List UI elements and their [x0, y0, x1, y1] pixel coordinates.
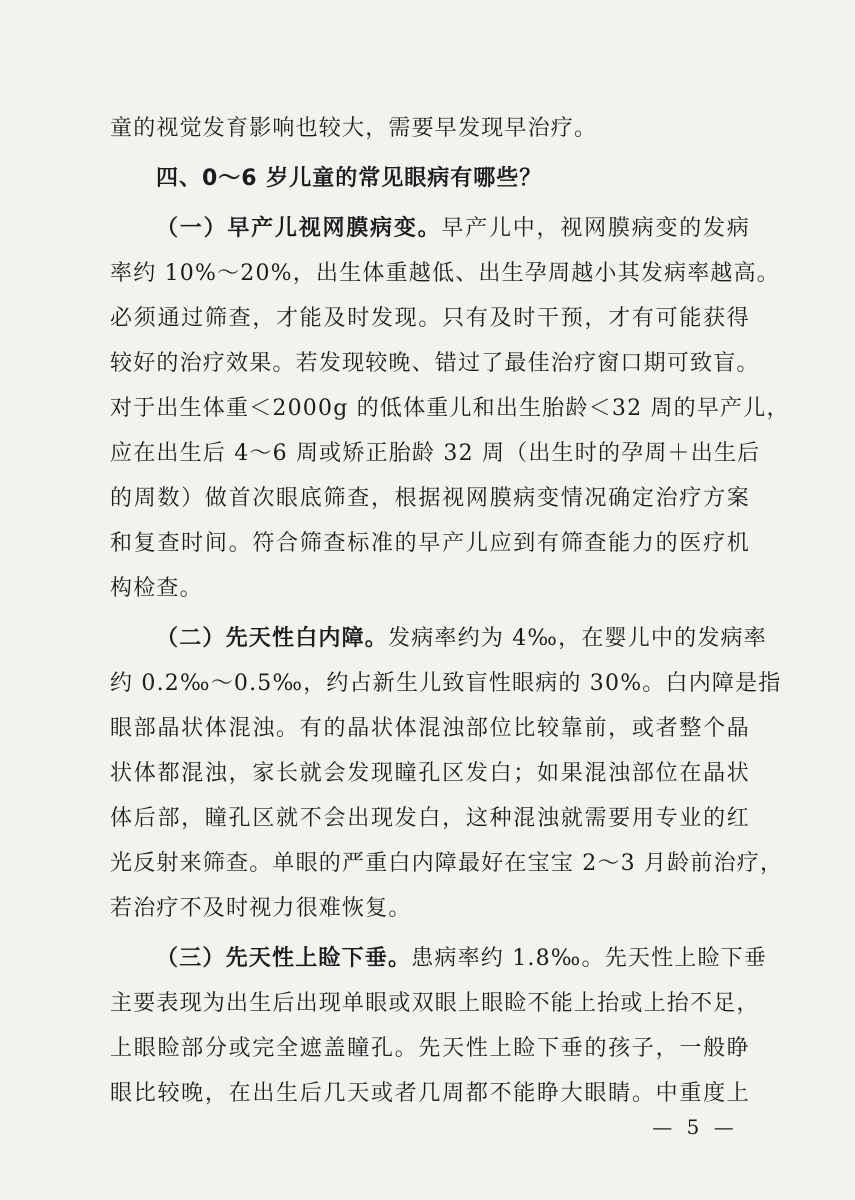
text-line-16: 体后部，瞳孔区就不会出现发白，这种混浊就需要用专业的红 — [110, 806, 750, 831]
text-line-13: 约 0.2‰～0.5‰，约占新生儿致盲性眼病的 30%。白内障是指 — [110, 671, 782, 696]
text-line-18: 若治疗不及时视力很难恢复。 — [110, 896, 412, 921]
page-number: — 5 — — [652, 1115, 738, 1139]
text-line-4: 率约 10%～20%，出生体重越低、出生孕周越小其发病率越高。 — [110, 261, 780, 286]
paragraph-lead-3: （三）先天性上睑下垂。 — [156, 946, 412, 971]
text-line-3 — [156, 214, 750, 244]
text-line-19 — [156, 944, 768, 974]
paragraph-lead-1: （一）早产儿视网膜病变。 — [156, 216, 442, 241]
text-line-9: 的周数）做首次眼底筛查，根据视网膜病变情况确定治疗方案 — [110, 486, 750, 511]
paragraph-text-3: 患病率约 1.8‰。先天性上睑下垂 — [411, 946, 768, 971]
text-line-21: 上眼睑部分或完全遮盖瞳孔。先天性上睑下垂的孩子，一般睁 — [110, 1036, 750, 1061]
text-line-15: 状体都混浊，家长就会发现瞳孔区发白；如果混浊部位在晶状 — [110, 761, 750, 786]
text-line-22: 眼比较晚，在出生后几天或者几周都不能睁大眼睛。中重度上 — [110, 1081, 750, 1106]
text-line-8: 应在出生后 4～6 周或矫正胎龄 32 周（出生时的孕周＋出生后 — [110, 441, 761, 466]
text-line-7: 对于出生体重＜2000g 的低体重儿和出生胎龄＜32 周的早产儿， — [110, 396, 790, 421]
text-line-5: 必须通过筛查，才能及时发现。只有及时干预，才有可能获得 — [110, 306, 750, 331]
text-line-14: 眼部晶状体混浊。有的晶状体混浊部位比较靠前，或者整个晶 — [110, 716, 750, 741]
text-line-17: 光反射来筛查。单眼的严重白内障最好在宝宝 2～3 月龄前治疗， — [110, 851, 784, 876]
text-line-6: 较好的治疗效果。若发现较晚、错过了最佳治疗窗口期可致盲。 — [110, 351, 760, 376]
paragraph-lead-2: （二）先天性白内障。 — [156, 626, 389, 651]
text-line-20: 主要表现为出生后出现单眼或双眼上眼睑不能上抬或上抬不足， — [110, 991, 760, 1016]
text-line-12 — [156, 624, 767, 654]
text-line-10: 和复查时间。符合筛查标准的早产儿应到有筛查能力的医疗机 — [110, 531, 750, 556]
text-line-11: 构检查。 — [110, 576, 203, 601]
section-heading: 四、0～6 岁儿童的常见眼病有哪些？ — [156, 166, 543, 191]
paragraph-text-1: 早产儿中，视网膜病变的发病 — [441, 216, 750, 241]
paragraph-text-2: 发病率约为 4‰，在婴儿中的发病率 — [388, 626, 767, 651]
text-line-1: 童的视觉发育影响也较大，需要早发现早治疗。 — [110, 116, 598, 141]
